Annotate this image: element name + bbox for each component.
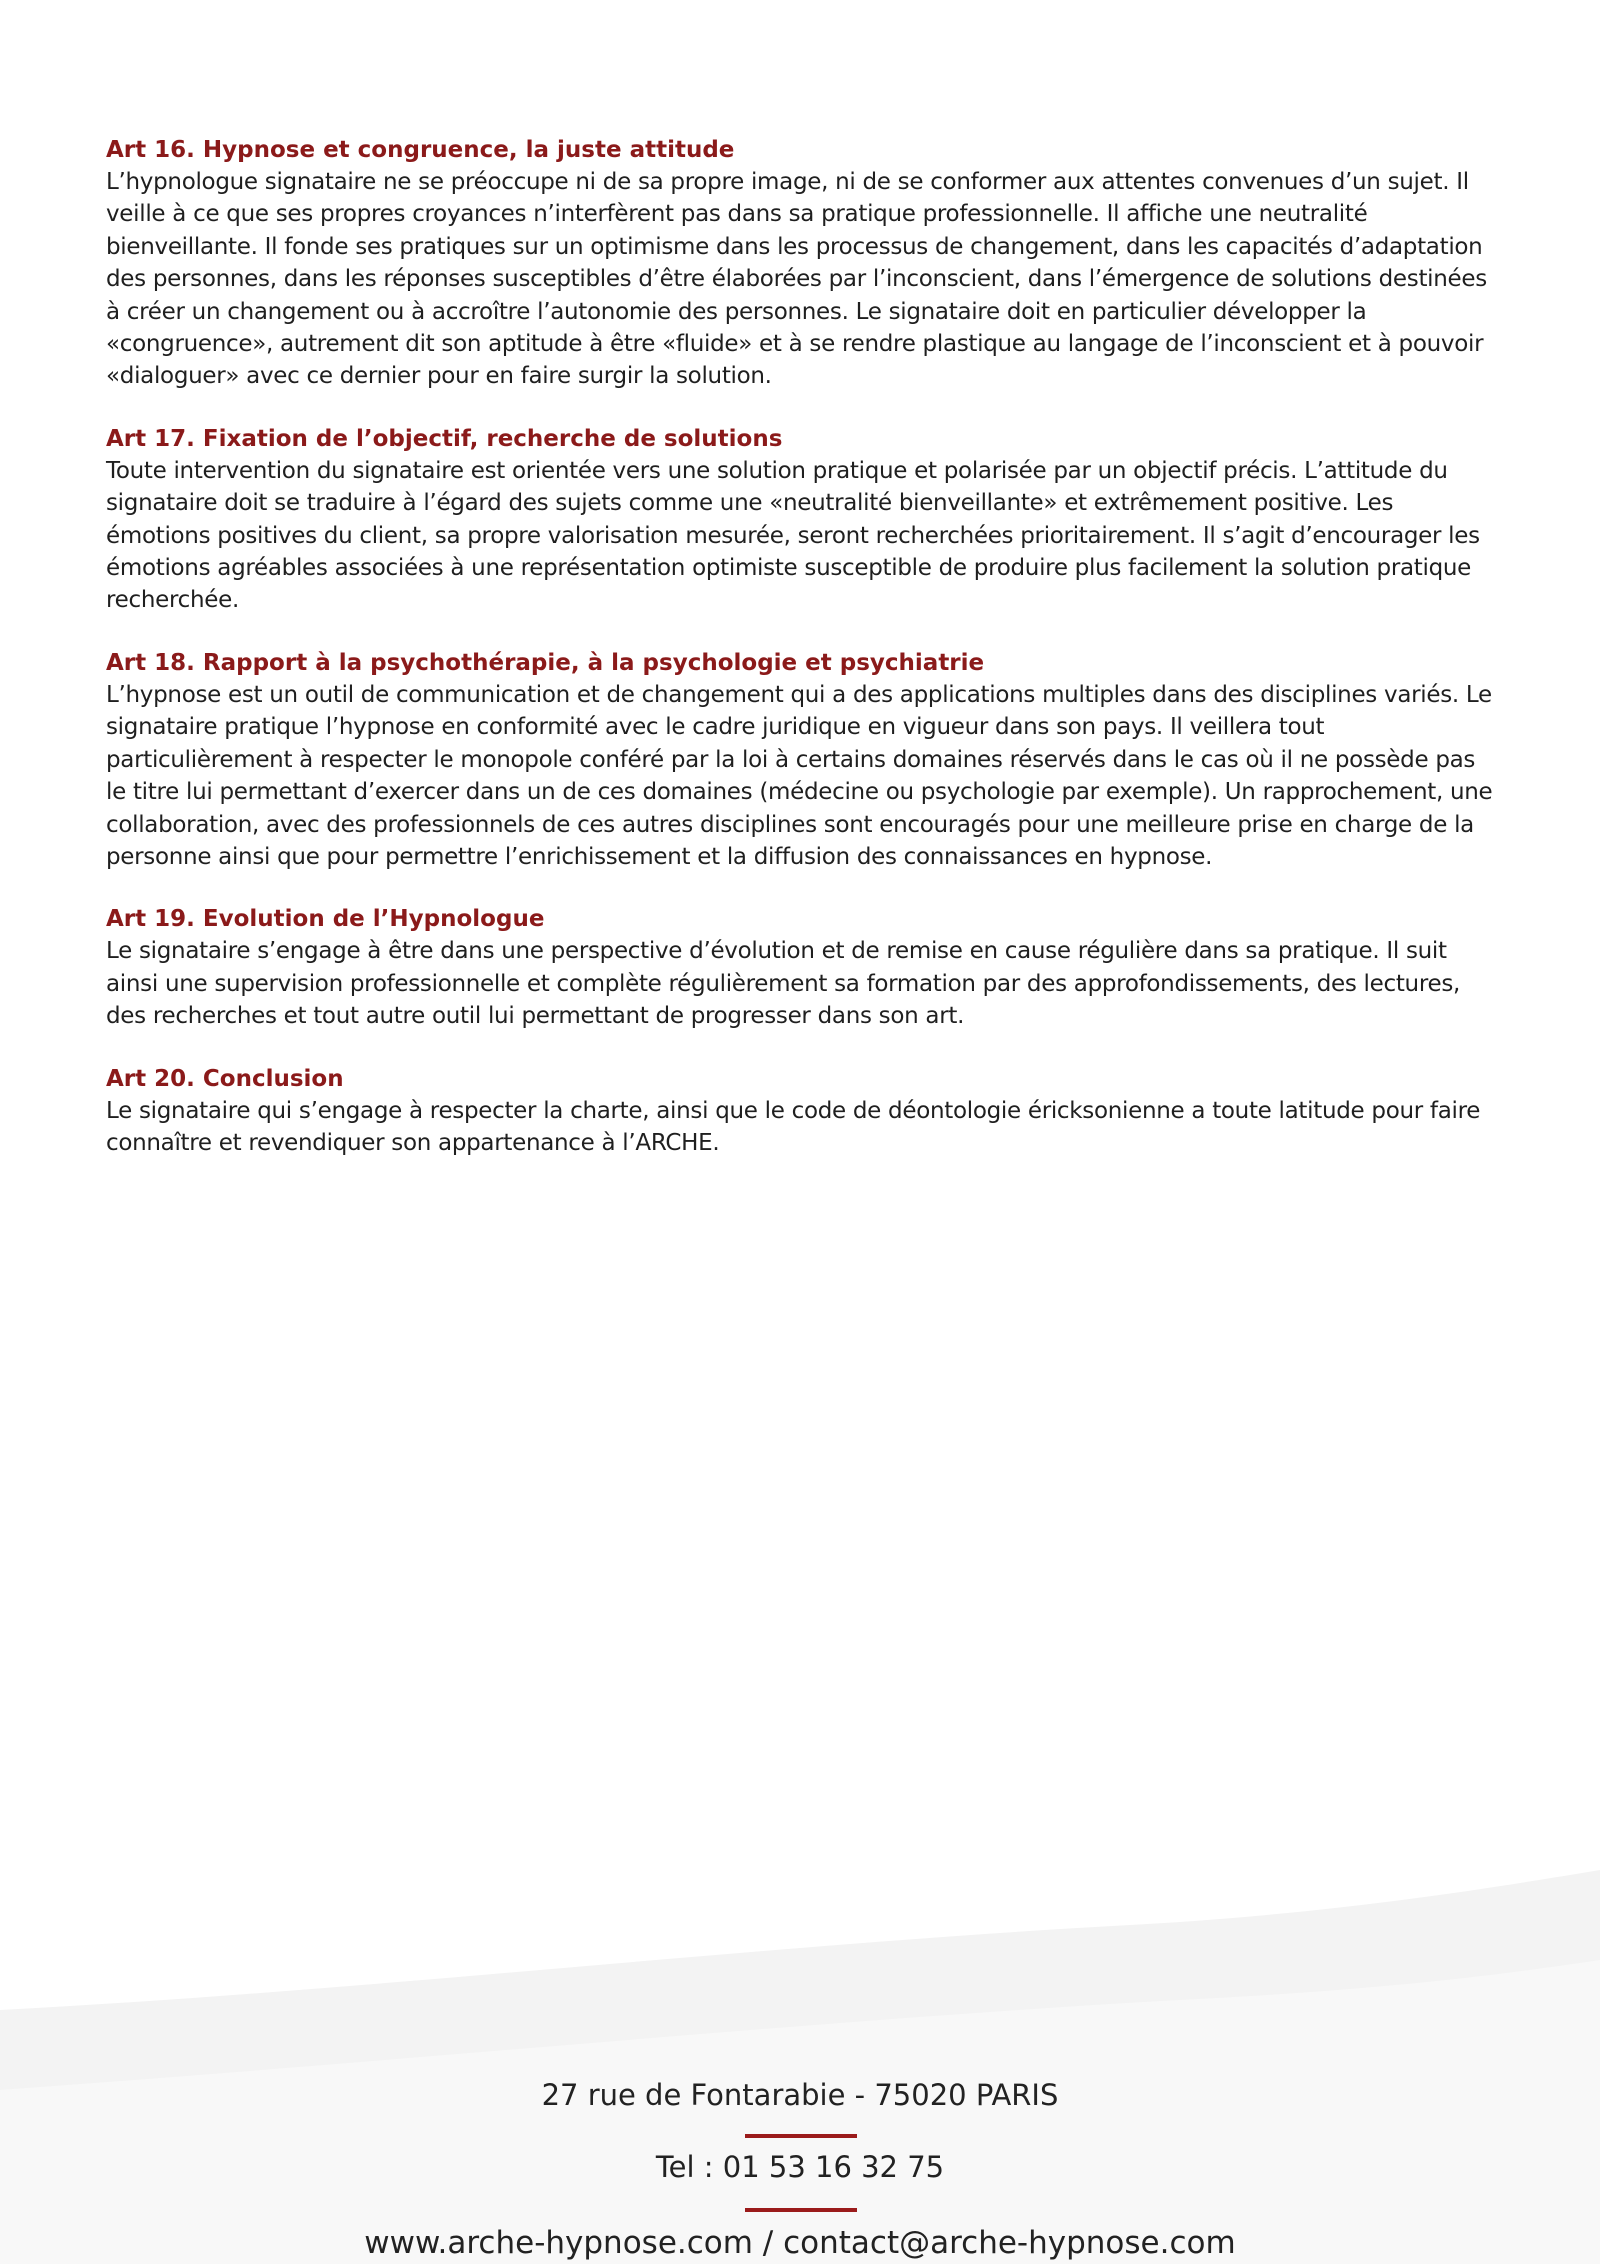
article-body: Le signataire s’engage à être dans une perspective d’évolution et de remise en cause régulière dans sa pratique. Il suit ainsi une supervision professionnelle et complète régulièrement sa formation par des approfondissements, des lectures, des recherches et tout autre outil lui permettant de progresser dans son art. [106,938,1461,1030]
article-body: Le signataire qui s’engage à respecter la charte, ainsi que le code de déontologie éricksonienne a toute latitude pour faire connaître et revendiquer son appartenance à l’ARCHE. [106,1097,1481,1156]
footer-website-email[interactable]: www.arche-hypnose.com / contact@arche-hypnose.com [364,2225,1236,2261]
articles-container [106,134,1494,1189]
article-16 [106,134,1494,393]
footer-divider [745,2208,857,2212]
article-18 [106,647,1494,873]
article-19 [106,903,1494,1032]
article-17 [106,423,1494,617]
footer-divider [745,2134,857,2138]
article-title: Art 19. Evolution de l’Hypnologue [106,906,545,933]
article-body: Toute intervention du signataire est orientée vers une solution pratique et polarisée par un objectif précis. L’attitude du signataire doit se traduire à l’égard des sujets comme une «neutralité bienveillante» et extrêmement positive. Les émotions positives du client, sa propre valorisation mesurée, seront recherchées prioritairement. Il s’agit d’encourager les émotions agréables associées à une représentation optimiste susceptible de produire plus facilement la solution pratique recherchée. [106,457,1480,614]
article-title: Art 16. Hypnose et congruence, la juste attitude [106,137,735,163]
article-body: L’hypnose est un outil de communication et de changement qui a des applications multiples dans des disciplines variés. Le signataire pratique l’hypnose en conformité avec le cadre juridique en vigueur dans son pays. Il veillera tout particulièrement à respecter le monopole conféré par la loi à certains domaines réservés dans le cas où il ne possède pas le titre lui permettant d’exercer dans un de ces domaines (médecine ou psychologie par exemple). Un rapprochement, une collaboration, avec des professionnels de ces autres disciplines sont encouragés pour une meilleure prise en charge de la personne ainsi que pour permettre l’enrichissement et la diffusion des connaissances en hypnose. [106,681,1493,870]
article-body: L’hypnologue signataire ne se préoccupe ni de sa propre image, ni de se conformer aux attentes convenues d’un sujet. Il veille à ce que ses propres croyances n’interfèrent pas dans sa pratique professionnelle. Il affiche une neutralité bienveillante. Il fonde ses pratiques sur un optimisme dans les processus de changement, dans les capacités d’adaptation des personnes, dans les réponses susceptibles d’être élaborées par l’inconscient, dans l’émergence de solutions destinées à créer un changement ou à accroître l’autonomie des personnes. Le signataire doit en particulier développer la «congruence», autrement dit son aptitude à être «fluide» et à se rendre plastique au langage de l’inconscient et à pouvoir «dialoguer» avec ce dernier pour en faire surgir la solution. [106,169,1487,390]
article-title: Art 20. Conclusion [106,1065,344,1092]
article-title: Art 18. Rapport à la psychothérapie, à la psychologie et psychiatrie [106,649,985,676]
footer-phone: Tel : 01 53 16 32 75 [655,2150,945,2184]
footer-address: 27 rue de Fontarabie - 75020 PARIS [541,2078,1059,2112]
article-title: Art 17. Fixation de l’objectif, recherche de solutions [106,425,783,452]
article-20 [106,1063,1494,1160]
